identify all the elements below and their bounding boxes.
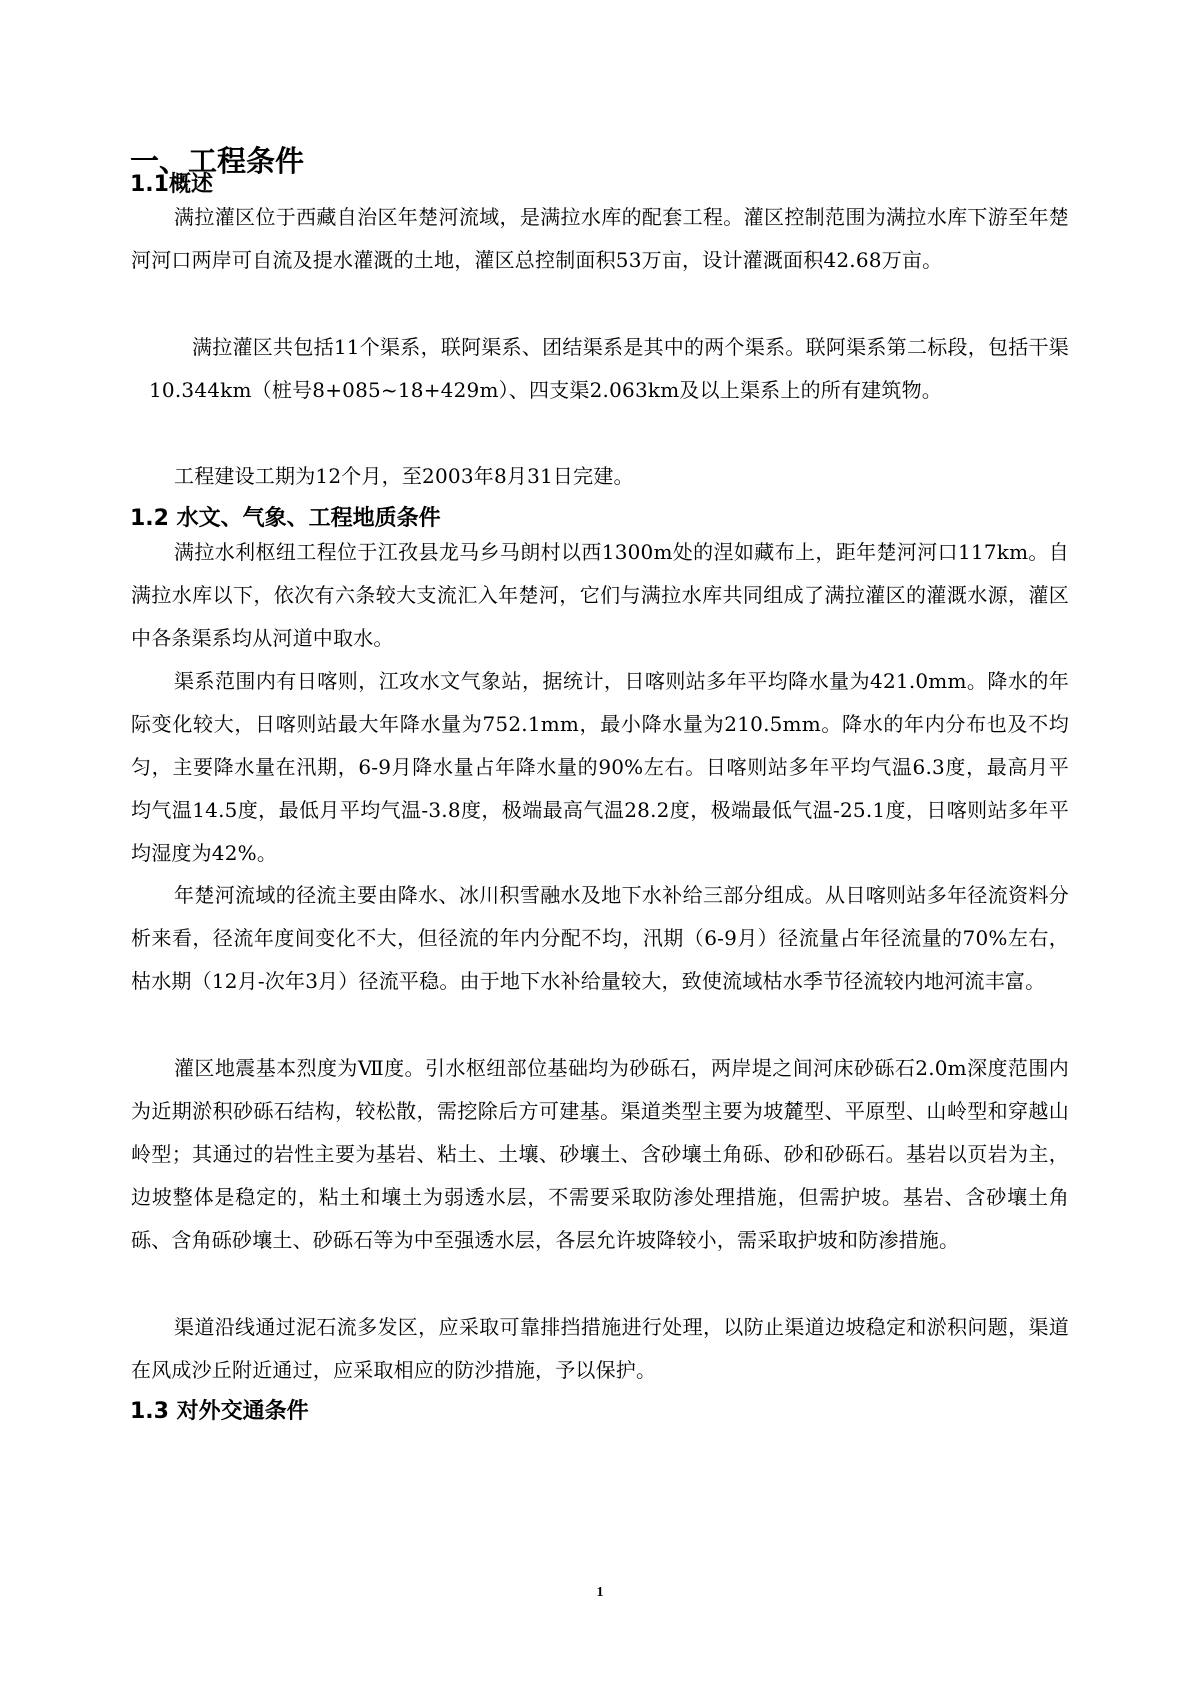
section-title-1-3: 1.3 对外交通条件 [130,1399,309,1424]
paragraph: 渠系范围内有日喀则，江攻水文气象站，据统计，日喀则站多年平均降水量为421.0mm。降水的年际变化较大，日喀则站最大年降水量为752.1mm，最小降水量为210.5mm。降水的年内分布也及不均匀，主要降水量在汛期，6-9月降水量占年降水量的90%左右。日喀则站多年平均气温6.3度，最高月平均气温14.5度，最低月平均气温-3.8度，极端最高气温28.2度，极端最低气温-25.1度，日喀则站多年平均湿度为42%。 [131,669,1069,865]
paragraph: 满拉灌区共包括11个渠系，联阿渠系、团结渠系是其中的两个渠系。联阿渠系第二标段，包括干渠10.344km（桩号8+085~18+429m）、四支渠2.063km及以上渠系上的所有建筑物。 [149,335,1069,402]
paragraph: 灌区地震基本烈度为Ⅶ度。引水枢纽部位基础均为砂砾石，两岸堤之间河床砂砾石2.0m深度范围内为近期淤积砂砾石结构，较松散，需挖除后方可建基。渠道类型主要为坡麓型、平原型、山岭型和穿越山岭型；其通过的岩性主要为基岩、粘土、土壤、砂壤土、含砂壤土角砾、砂和砂砾石。基岩以页岩为主，边坡整体是稳定的，粘土和壤土为弱透水层，不需要采取防渗处理措施，但需护坡。基岩、含砂壤土角砾、含角砾砂壤土、砂砾石等为中至强透水层，各层允许坡降较小，需采取护坡和防渗措施。 [131,1056,1069,1252]
section-title-1-1: 1.1概述 [130,172,213,197]
paragraph: 满拉水利枢纽工程位于江孜县龙马乡马朗村以西1300m处的涅如藏布上，距年楚河河口117km。自满拉水库以下，依次有六条较大支流汇入年楚河，它们与满拉水库共同组成了满拉灌区的灌溉水源，灌区中各条渠系均从河道中取水。 [131,540,1069,650]
paragraph: 渠道沿线通过泥石流多发区，应采取可靠排挡措施进行处理，以防止渠道边坡稳定和淤积问题，渠道在风成沙丘附近通过，应采取相应的防沙措施，予以保护。 [131,1315,1069,1382]
paragraph: 年楚河流域的径流主要由降水、冰川积雪融水及地下水补给三部分组成。从日喀则站多年径流资料分析来看，径流年度间变化不大，但径流的年内分配不均，汛期（6-9月）径流量占年径流量的70%左右，枯水期（12月-次年3月）径流平稳。由于地下水补给量较大，致使流域枯水季节径流较内地河流丰富。 [131,883,1069,993]
section-title-1-2: 1.2 水文、气象、工程地质条件 [130,506,441,531]
page-number: 1 [596,1585,604,1600]
paragraph: 工程建设工期为12个月，至2003年8月31日完建。 [174,464,634,488]
chapter-heading: 一、工程条件 [130,144,305,178]
paragraph: 满拉灌区位于西藏自治区年楚河流域，是满拉水库的配套工程。灌区控制范围为满拉水库下游至年楚河河口两岸可自流及提水灌溉的土地，灌区总控制面积53万亩，设计灌溉面积42.68万亩。 [131,205,1069,272]
